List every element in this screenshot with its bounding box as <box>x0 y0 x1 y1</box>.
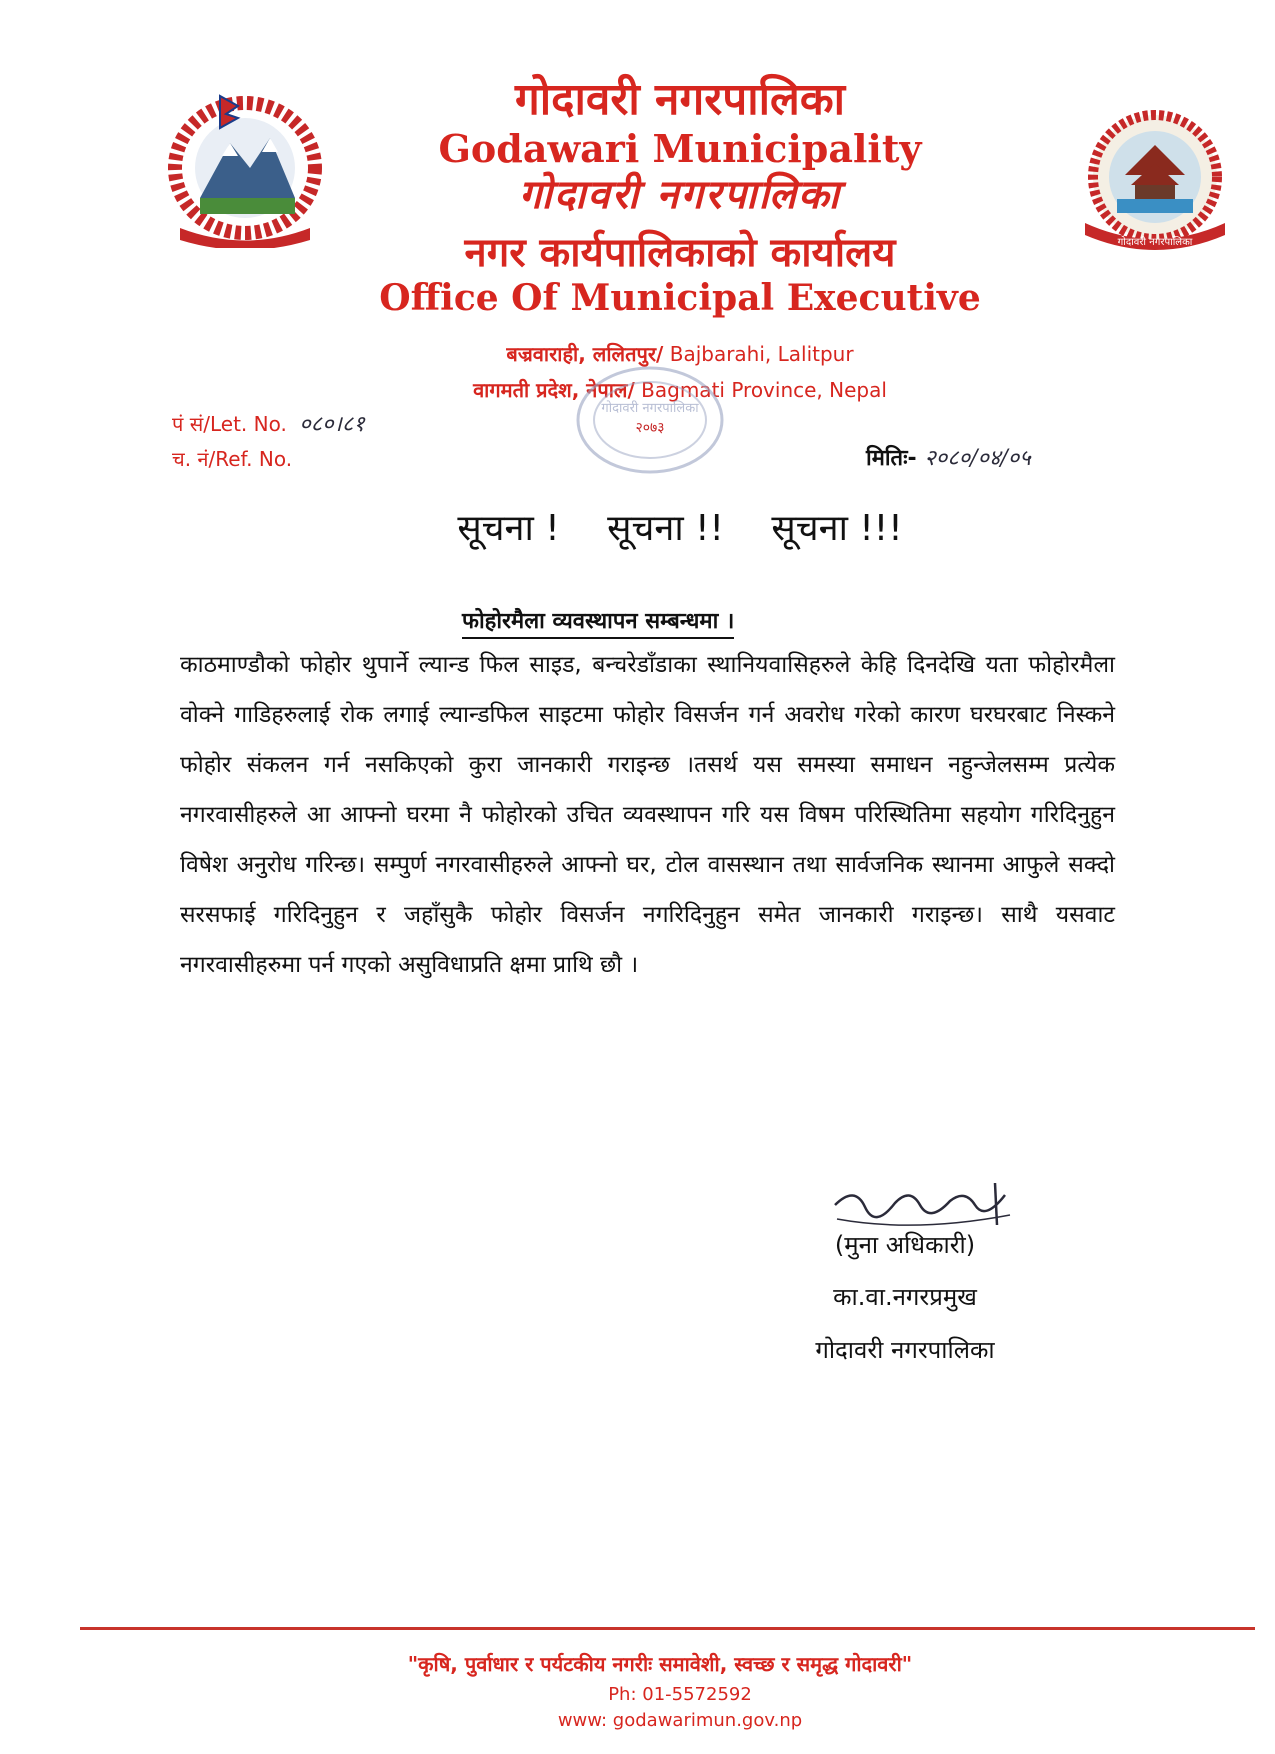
signature <box>825 1175 1015 1235</box>
reference-number-label: च. नं/Ref. No. <box>172 447 293 471</box>
notice-heading-2: सूचना !! <box>607 508 724 549</box>
address-line-1-nepali: बज्रवाराही, ललितपुर/ <box>506 342 664 366</box>
municipality-title-nepali: गोदावरी नगरपालिका <box>514 74 846 125</box>
footer-divider <box>80 1627 1255 1630</box>
date-label: मितिः- <box>866 446 917 471</box>
signatory-title: का.वा.नगरप्रमुख <box>833 1283 977 1311</box>
stamp-label: गोदावरी नगरपालिका <box>601 401 699 416</box>
address-line-2-nepali: वागमती प्रदेश, नेपाल/ <box>473 378 635 402</box>
signatory-name: (मुना अधिकारी) <box>834 1231 976 1259</box>
letter-number-label: पं सं/Let. No. <box>172 412 287 436</box>
municipality-title-script: गोदावरी नगरपालिका <box>518 172 842 218</box>
stamp-year: २०७३ <box>635 420 665 436</box>
notice-body: काठमाण्डौको फोहोर थुपार्ने ल्यान्ड फिल साइड, बन्चरेडाँडाका स्थानियवासिहरुले केहि दिनदेखि यता फोहोरमैला वोक्ने गाडिहरुलाई रोक लगाई ल्यान्डफिल साइटमा फोहोर विसर्जन गर्न अवरोध गरेको कारण घरघरबाट निस्कने फोहोर संकलन गर्न नसकिएको कुरा जानकारी गराइन्छ ।तसर्थ यस समस्या समाधन नहुन्जेलसम्म प्रत्येक नगरवासीहरुले आ आफ्नो घरमा नै फोहोरको उचित व्यवस्थापन गरि यस विषम परिस्थितिमा सहयोग गरिदिनुहुन विषेश अनुरोध गरिन्छ। सम्पुर्ण नगरवासीहरुले आफ्नो घर, टोल वासस्थान तथा सार्वजनिक स्थानमा आफुले सक्दो सरसफाई गरिदिनुहुन र जहाँसुकै फोहोर विसर्जन नगरिदिनुहुन समेत जानकारी गराइन्छ। साथै यसवाट नगरवासीहरुमा पर्न गएको असुविधाप्रति क्षमा प्राथि छौ । <box>180 652 1115 978</box>
letter-number-value: ०८०।८१ <box>299 412 365 437</box>
office-title-nepali: नगर कार्यपालिकाको कार्यालय <box>464 230 896 276</box>
date-value: २०८०/०४/०५ <box>924 446 1031 471</box>
notice-heading-1: सूचना ! <box>457 508 560 549</box>
address-line-1-english: Bajbarahi, Lalitpur <box>669 342 854 366</box>
footer-slogan: "कृषि, पुर्वाधार र पर्यटकीय नगरीः समावेशी, स्वच्छ र समृद्ध गोदावरी" <box>407 1652 913 1676</box>
letter-number <box>172 408 365 438</box>
notice-subject: फोहोरमैला व्यवस्थापन सम्बन्धमा । <box>462 605 734 639</box>
footer-website: www: godawarimun.gov.np <box>557 1710 803 1731</box>
notice-heading-3: सूचना !!! <box>771 508 903 549</box>
reference-number <box>172 445 292 472</box>
signatory-organization: गोदावरी नगरपालिका <box>815 1336 995 1364</box>
office-stamp-icon <box>570 360 730 480</box>
footer-phone: Ph: 01-5572592 <box>608 1684 752 1705</box>
municipality-logo-label: गोदावरी नगरपालिका <box>1117 237 1193 248</box>
municipality-title-english: Godawari Municipality <box>438 126 922 171</box>
municipality-logo-icon <box>1075 105 1235 255</box>
letter-date <box>866 442 1031 472</box>
office-title-english: Office Of Municipal Executive <box>379 277 981 319</box>
address-line-2-english: Bagmati Province, Nepal <box>641 378 887 402</box>
notice-heading <box>300 502 1060 551</box>
